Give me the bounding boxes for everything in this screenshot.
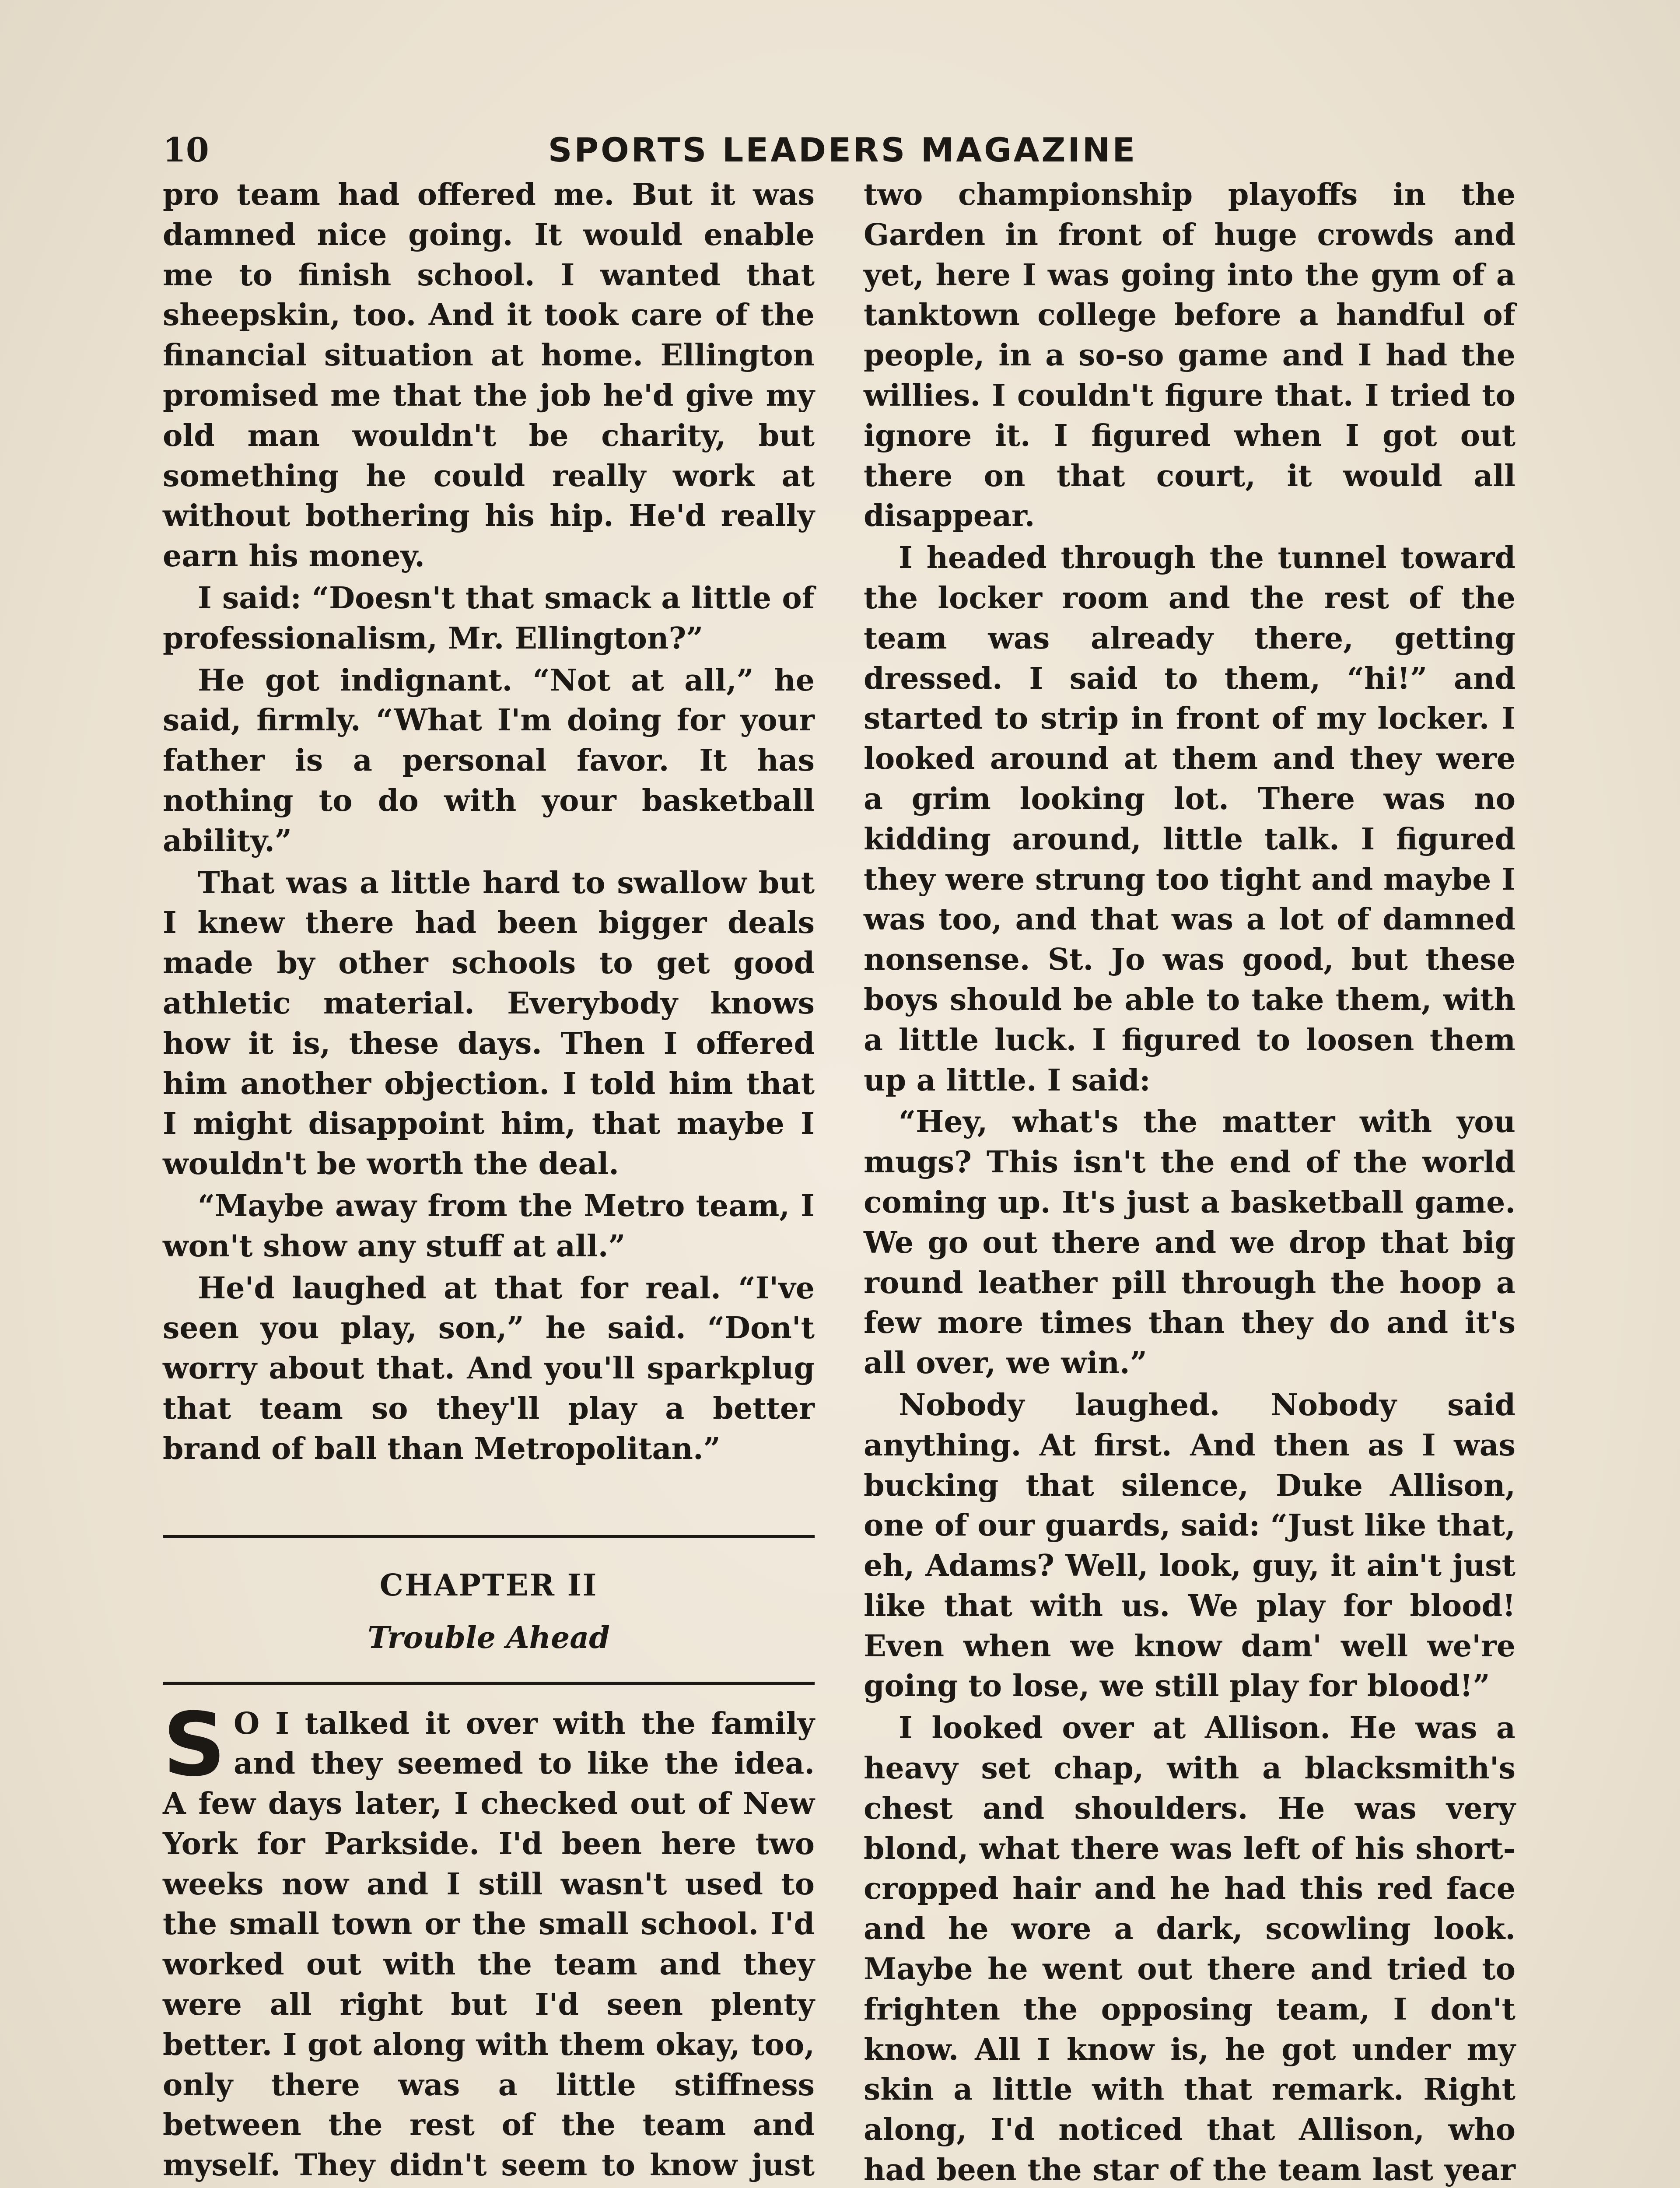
paragraph: Nobody laughed. Nobody said anything. At first. And then as I was bucking that silence, Duke Allison, one of our guards, said: “Just like that, eh, Adams? Well, look, guy, it ain't just like that with us. We play for blood! Even when we know dam' well we're going to lose, we still play for blood!”: [864, 1387, 1516, 1704]
paragraph: “Hey, what's the matter with you mugs? This isn't the end of the world coming up. It's just a basketball game. We go out there and we drop that big round leather pill through the hoop a few more times than they do and it's all over, we win.”: [864, 1105, 1516, 1381]
chapter-subtitle: Trouble Ahead: [368, 1620, 610, 1655]
opening-paragraph: O I talked it over with the family and they seemed to like the idea. A few days later, I checked out of New York for Parkside. I'd been here two weeks now and I still wasn't used to the small town or the small school. I'd worked out with the team and they were all right but I'd seen plenty better. I got along with them okay, too, only there was a little stiffness between the rest of the team and myself. They didn't seem to know just: [163, 1706, 815, 2183]
page-number: 10: [163, 130, 209, 169]
paragraph: That was a little hard to swallow but I knew there had been bigger deals made by other schools to get good athletic material. Everybody knows how it is, these days. Then I offered him another objection. I told him that I might disappoint him, that maybe I wouldn't be worth the deal.: [163, 865, 815, 1182]
left-column: [163, 175, 815, 2188]
paragraph: I headed through the tunnel toward the locker room and the rest of the team was already there, getting dressed. I said to them, “hi!” and started to strip in front of my locker. I looked around at them and they were a grim looking lot. There was no kidding around, little talk. I figured they were strung too tight and maybe I was too, and that was a lot of damned nonsense. St. Jo was good, but these boys should be able to take them, with a little luck. I figured to loosen them up a little. I said:: [864, 540, 1516, 1098]
paragraph: pro team had offered me. But it was damned nice going. It would enable me to finish school. I wanted that sheepskin, too. And it took care of the financial situation at home. Ellington promised me that the job he'd give my old man wouldn't be charity, but something he could really work at without bothering his hip. He'd really earn his money.: [163, 177, 815, 574]
paragraph: He'd laughed at that for real. “I've seen you play, son,” he said. “Don't worry about that. And you'll sparkplug that team so they'll play a better brand of ball than Metropolitan.”: [163, 1270, 815, 1466]
right-column: [864, 175, 1516, 2188]
drop-cap: S: [163, 1694, 226, 1796]
chapter-opening: [163, 1694, 815, 2188]
paragraph: two championship playoffs in the Garden in front of huge crowds and yet, here I was going into the gym of a tanktown college before a handful of people, in a so-so game and I had the willies. I couldn't figure that. I tried to ignore it. I figured when I got out there on that court, it would all disappear.: [864, 177, 1516, 534]
paragraph: I said: “Doesn't that smack a little of professionalism, Mr. Ellington?”: [163, 580, 815, 656]
paragraph: “Maybe away from the Metro team, I won't show any stuff at all.”: [163, 1188, 815, 1264]
magazine-title: SPORTS LEADERS MAGAZINE: [548, 130, 1138, 169]
page-header: [163, 129, 1522, 177]
chapter-divider-top: [163, 1535, 815, 1538]
chapter-title: CHAPTER II: [379, 1567, 598, 1603]
paragraph: I looked over at Allison. He was a heavy set chap, with a blacksmith's chest and shoulders. He was very blond, what there was left of his short-cropped hair and he had this red face and he wore a dark, scowling look. Maybe he went out there and tried to frighten the opposing team, I don't know. All I know is, he got under my skin a little with that remark. Right along, I'd noticed that Allison, who had been the star of the team last year: [864, 1711, 1516, 2188]
chapter-divider-bottom: [163, 1682, 815, 1685]
paragraph: He got indignant. “Not at all,” he said, firmly. “What I'm doing for your father is a personal favor. It has nothing to do with your basketball ability.”: [163, 663, 815, 859]
